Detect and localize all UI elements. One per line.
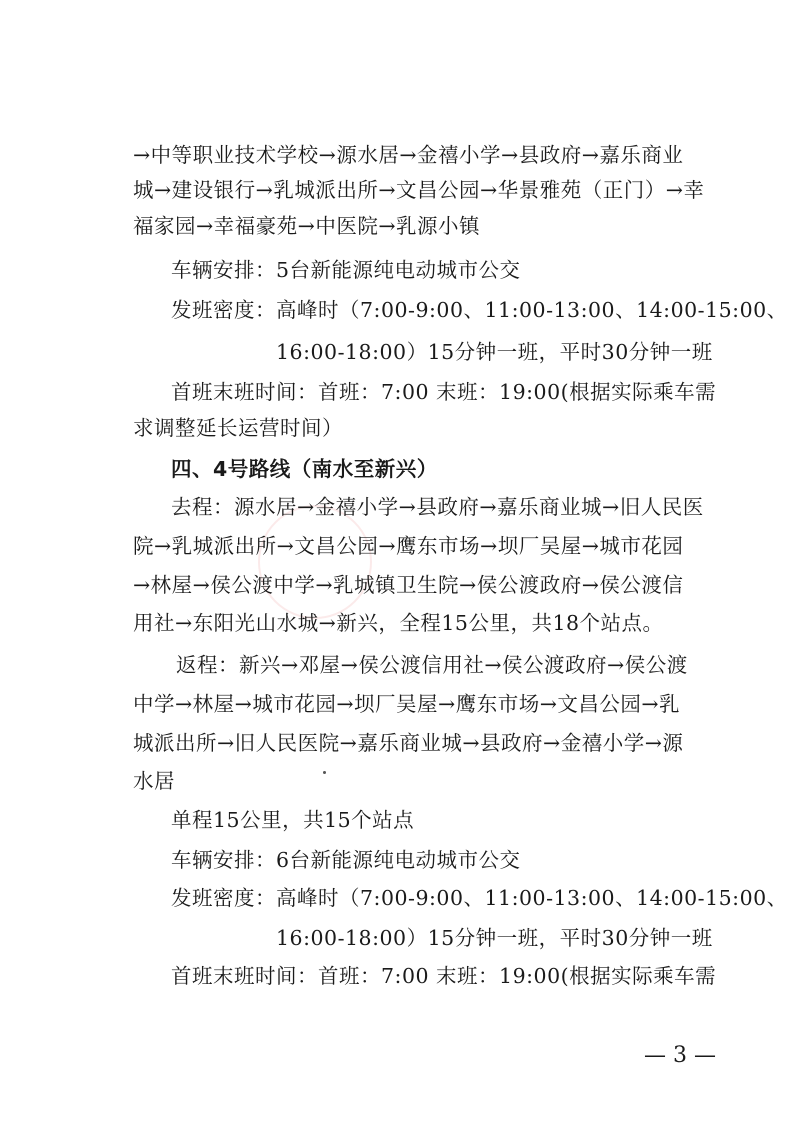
route4-schedule-line-1: 首班末班时间：首班：7:00 末班：19:00(根据实际乘车需: [171, 964, 717, 988]
route4-outbound-line-2: 院→乳城派出所→文昌公园→鹰东市场→坝厂吴屋→城市花园: [133, 534, 684, 558]
section-heading-route4: 四、4号路线（南水至新兴）: [171, 457, 438, 481]
route4-outbound-line-1: 去程：源水居→金禧小学→县政府→嘉乐商业城→旧人民医: [171, 495, 704, 519]
ink-speck: [323, 771, 326, 774]
route4-vehicles: 车辆安排：6台新能源纯电动城市公交: [171, 848, 521, 872]
route4-return-line-4: 水居: [133, 769, 175, 793]
page-number: — 3 —: [644, 1043, 716, 1068]
route3-stops-line-2: 城→建设银行→乳城派出所→文昌公园→华景雅苑（正门）→幸: [133, 178, 705, 202]
route3-stops-line-3: 福家园→幸福豪苑→中医院→乳源小镇: [133, 214, 481, 238]
route4-distance: 单程15公里，共15个站点: [171, 808, 415, 832]
route3-schedule-line-1: 首班末班时间：首班：7:00 末班：19:00(根据实际乘车需: [171, 380, 717, 404]
route4-outbound-line-4: 用社→东阳光山水城→新兴，全程15公里，共18个站点。: [133, 611, 664, 635]
route4-frequency-line-1: 发班密度：高峰时（7:00-9:00、11:00-13:00、14:00-15:00、: [171, 886, 788, 910]
route3-vehicles: 车辆安排：5台新能源纯电动城市公交: [171, 258, 521, 282]
route3-frequency-line-1: 发班密度：高峰时（7:00-9:00、11:00-13:00、14:00-15:00、: [171, 298, 788, 322]
route3-frequency-line-2: 16:00-18:00）15分钟一班，平时30分钟一班: [276, 340, 713, 364]
route4-frequency-line-2: 16:00-18:00）15分钟一班，平时30分钟一班: [276, 926, 713, 950]
route4-return-line-3: 城派出所→旧人民医院→嘉乐商业城→县政府→金禧小学→源: [133, 731, 684, 755]
faded-seal-stamp: [258, 505, 372, 619]
route4-return-line-1: 返程：新兴→邓屋→侯公渡信用社→侯公渡政府→侯公渡: [176, 653, 688, 677]
route3-schedule-line-2: 求调整延长运营时间）: [133, 416, 343, 440]
route3-stops-line-1: →中等职业技术学校→源水居→金禧小学→县政府→嘉乐商业: [133, 143, 684, 167]
route4-outbound-line-3: →林屋→侯公渡中学→乳城镇卫生院→侯公渡政府→侯公渡信: [133, 573, 684, 597]
route4-return-line-2: 中学→林屋→城市花园→坝厂吴屋→鹰东市场→文昌公园→乳: [133, 692, 681, 716]
